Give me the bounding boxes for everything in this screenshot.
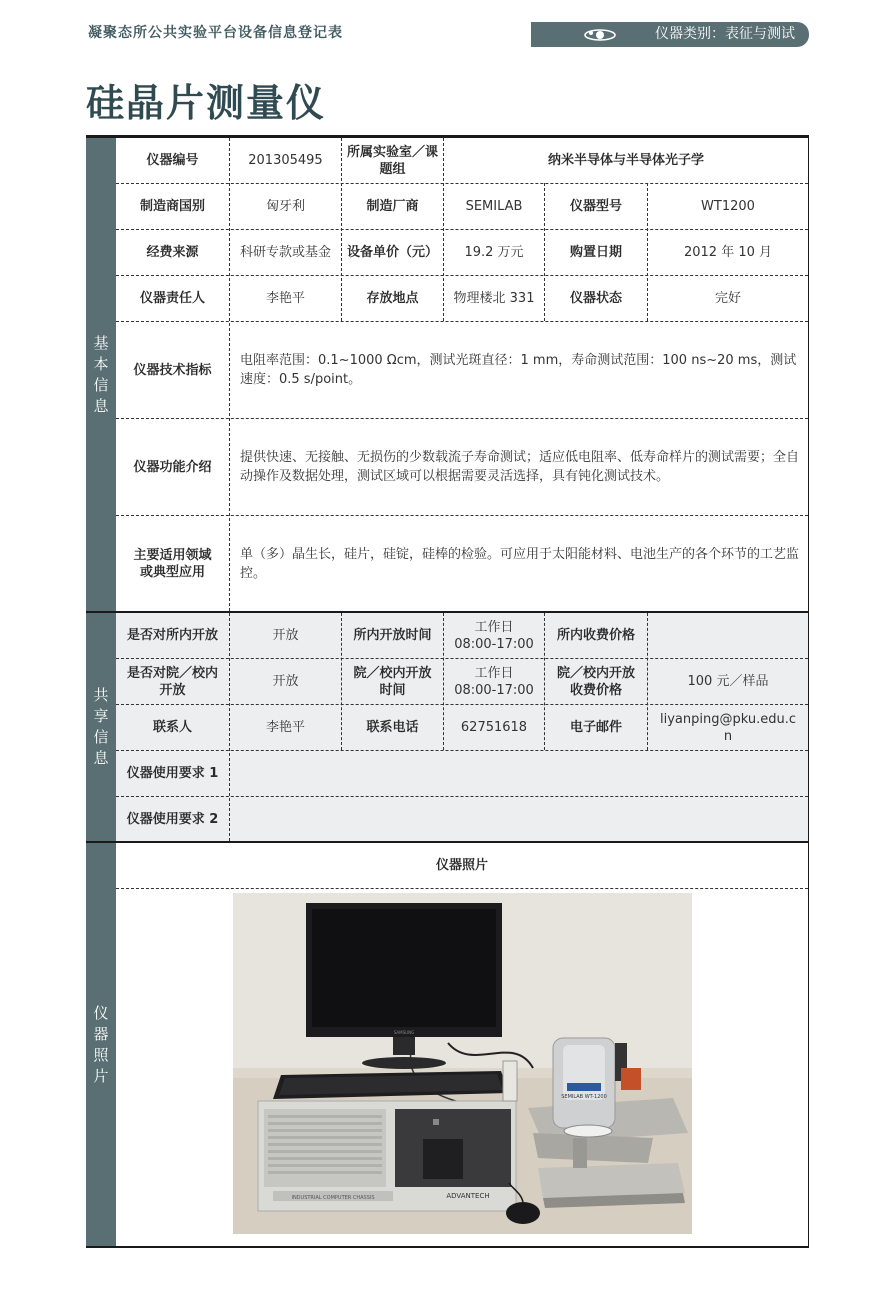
internal-fee-value: [648, 613, 808, 658]
status-value: 完好: [714, 291, 741, 306]
owner-value: 李艳平: [265, 291, 305, 306]
function-value: 提供快速、无接触、无损伤的少数载流子寿命测试；适应低电阻率、低寿命样片的测试需要；全自动操作及数据处理，测试区域可以根据需要灵活选择，具有钝化测试技术。: [240, 450, 800, 484]
contact-label: 联系人: [152, 720, 192, 735]
purchase-value: 2012 年 10 月: [683, 245, 773, 260]
fund-label: 经费来源: [146, 245, 199, 260]
monitor-brand: SAMSUNG: [393, 1030, 415, 1035]
section-basic-bar: [86, 138, 116, 611]
external-fee-value: 100 元／样品: [687, 674, 769, 689]
req2-label: 仪器使用要求 2: [126, 811, 219, 827]
function-label: 仪器功能介绍: [133, 459, 212, 475]
open-internal-label: 是否对所内开放: [126, 628, 218, 643]
category-label: 仪器类别：表征与测试: [655, 26, 795, 42]
email-value: liyanping@pku.edu.cn: [660, 711, 796, 744]
org-title: 凝聚态所公共实验平台设备信息登记表: [88, 25, 343, 41]
country-value: 匈牙利: [265, 199, 305, 214]
table-bottom-border: [86, 1246, 809, 1248]
table-right-border: [808, 138, 809, 1246]
price-label: 设备单价（元）: [346, 245, 438, 260]
external-time-label: 院／校内开放时间: [353, 665, 432, 698]
model-value: WT1200: [701, 199, 755, 214]
open-external-label: 是否对院／校内开放: [126, 665, 218, 698]
row-divider: [116, 888, 808, 889]
req1-label: 仪器使用要求 1: [126, 766, 219, 781]
location-value: 物理楼北 331: [453, 291, 535, 306]
section-sharing-label: 共享信息: [93, 686, 109, 767]
internal-time-value: 工作日 08:00-17:00: [454, 619, 534, 652]
pc-brand: ADVANTECH: [446, 1192, 490, 1200]
phone-label: 联系电话: [366, 720, 419, 735]
req1-value: [230, 751, 808, 796]
phone-value: 62751618: [460, 720, 528, 735]
maker-label: 制造厂商: [366, 199, 419, 214]
spec-value: 电阻率范围：0.1~1000 Ωcm，测试光斑直径：1 mm，寿命测试范围：100 ns~20 ms，测试速度：0.5 s/point。: [240, 353, 797, 387]
application-value: 单（多）晶生长，硅片，硅锭，硅棒的检验。可应用于太阳能材料、电池生产的各个环节的工艺监控。: [240, 546, 800, 581]
price-value: 19.2 万元: [464, 245, 524, 260]
spec-label: 仪器技术指标: [133, 362, 212, 378]
category-banner: [531, 22, 809, 47]
req2-value: [230, 797, 808, 841]
open-internal-value: 开放: [272, 628, 299, 643]
instrument-no-label: 仪器编号: [146, 153, 199, 168]
instrument-no-value: 201305495: [248, 153, 323, 168]
section-sharing-bar: [86, 613, 116, 841]
maker-value: SEMILAB: [465, 199, 523, 214]
section-photo-bar: [86, 843, 116, 1246]
lab-label: 所属实验室／课题组: [346, 144, 438, 177]
location-label: 存放地点: [366, 291, 419, 306]
owner-label: 仪器责任人: [139, 291, 205, 306]
country-label: 制造商国别: [139, 199, 205, 214]
page-title: 硅晶片测量仪: [86, 81, 327, 125]
section-photo-label: 仪器照片: [93, 1003, 109, 1085]
external-fee-label: 院／校内开放收费价格: [556, 665, 635, 698]
pc-label: INDUSTRIAL COMPUTER CHASSIS: [291, 1195, 375, 1201]
instrument-photo: [233, 893, 692, 1234]
internal-fee-label: 所内收费价格: [556, 628, 635, 643]
contact-value: 李艳平: [265, 720, 305, 735]
status-label: 仪器状态: [569, 291, 622, 306]
instrument-illustration: [233, 893, 692, 1234]
application-label: 主要适用领域或典型应用: [133, 547, 212, 580]
atom-logo-icon: [583, 25, 617, 45]
open-external-value: 开放: [272, 674, 299, 689]
fund-value: 科研专款或基金: [239, 245, 331, 260]
photo-caption: 仪器照片: [435, 858, 488, 873]
section-basic-label: 基本信息: [93, 333, 109, 415]
email-label: 电子邮件: [569, 720, 622, 735]
model-label: 仪器型号: [569, 199, 622, 214]
lab-value: 纳米半导体与半导体光子学: [547, 153, 704, 168]
device-label: SEMILAB WT-1200: [561, 1094, 607, 1100]
purchase-label: 购置日期: [569, 245, 622, 260]
external-time-value: 工作日 08:00-17:00: [454, 665, 534, 698]
internal-time-label: 所内开放时间: [353, 628, 432, 643]
